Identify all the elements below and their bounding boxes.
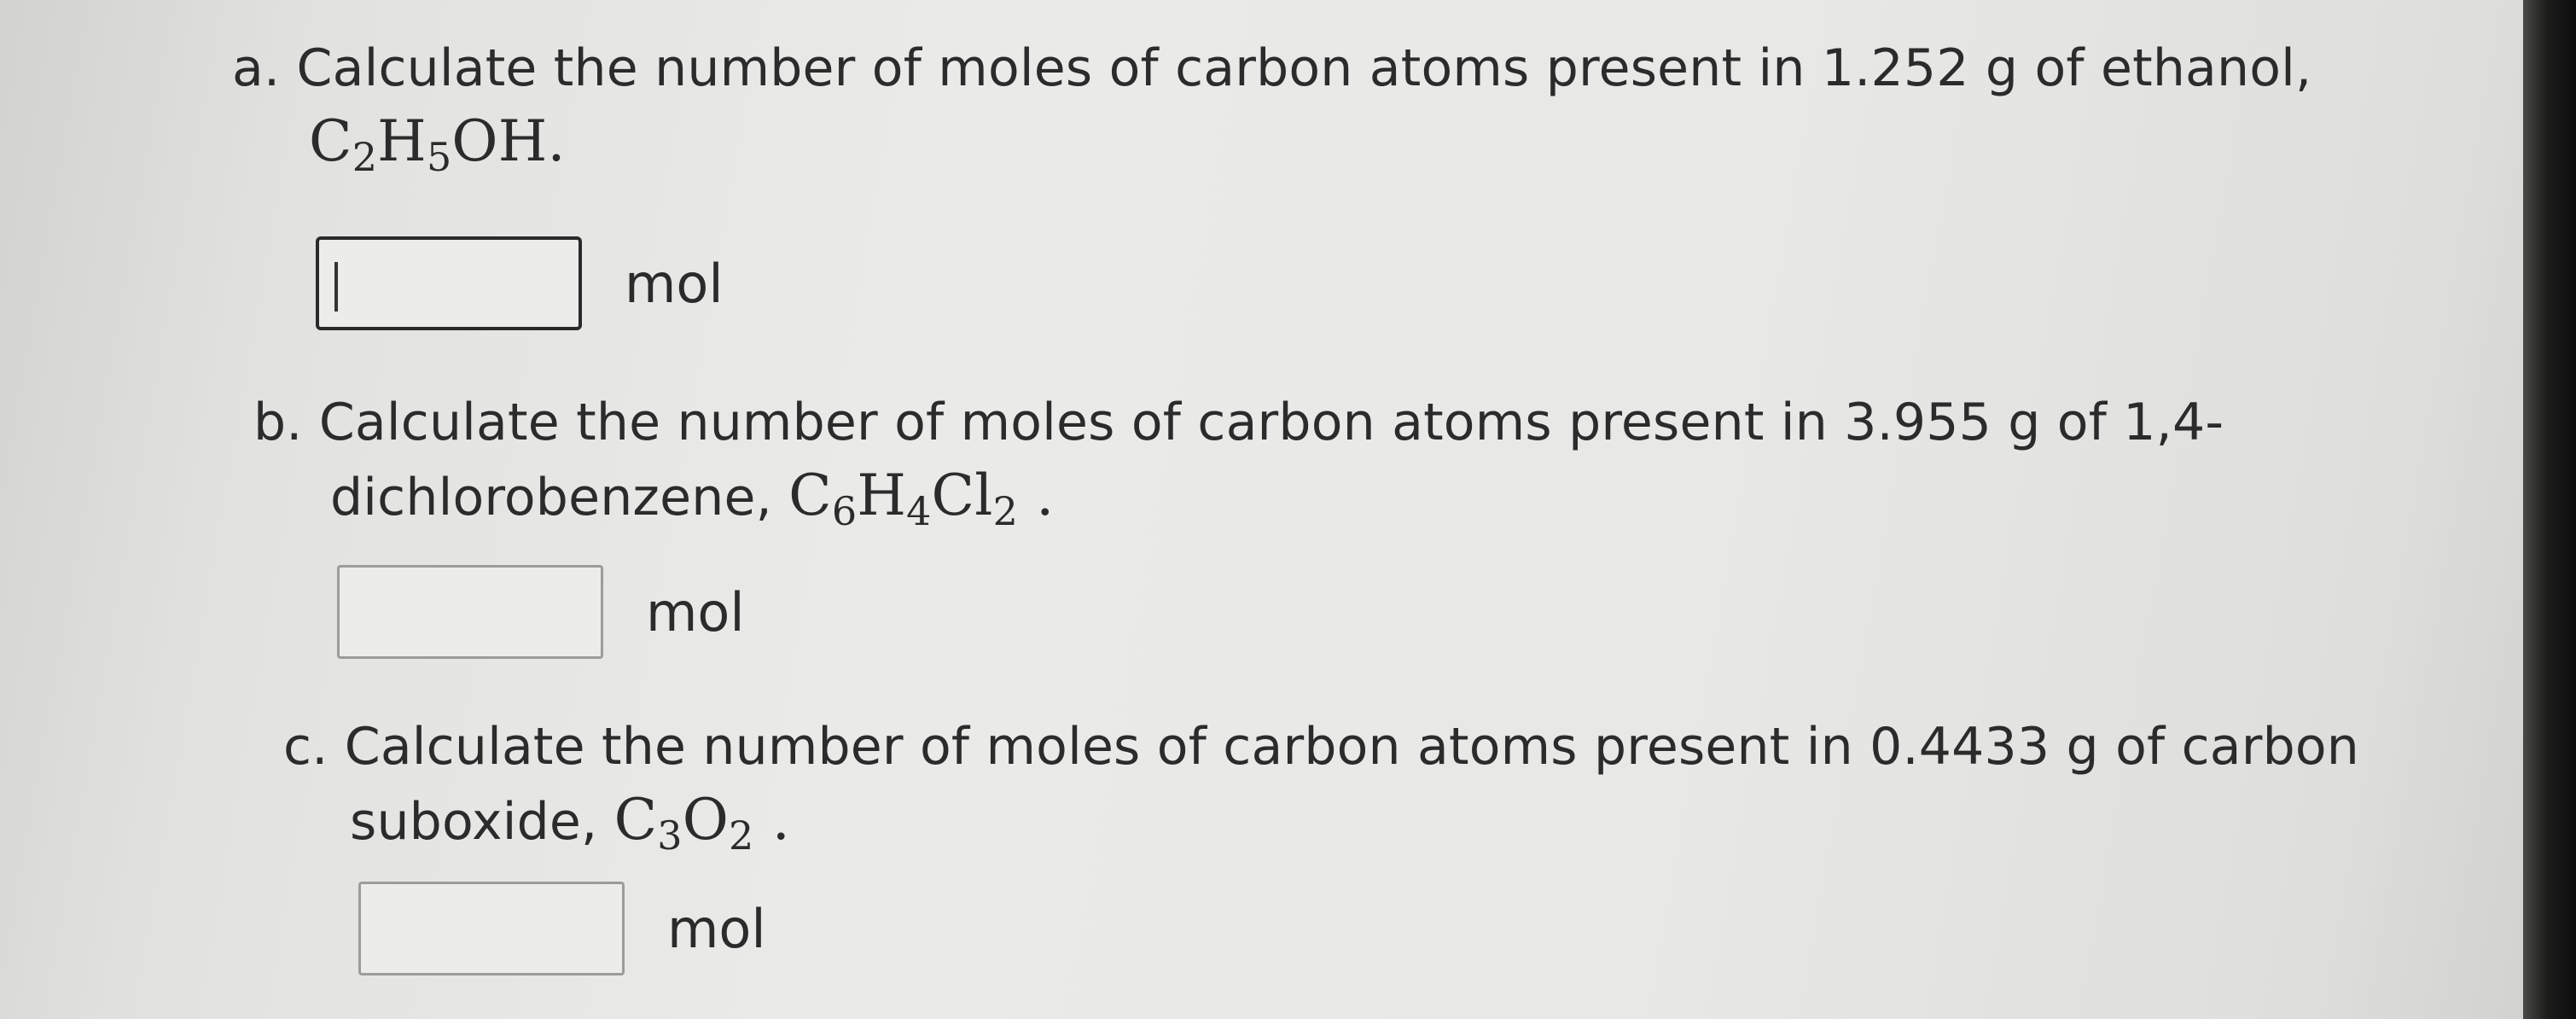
question-c-formula: $C_3O_2$ . bbox=[613, 787, 790, 859]
question-a bbox=[232, 32, 2311, 180]
unit-label-c: mol bbox=[667, 897, 766, 960]
answer-input-c[interactable] bbox=[358, 882, 625, 975]
answer-row-a bbox=[316, 236, 724, 330]
monitor-bezel bbox=[2523, 0, 2576, 1019]
answer-row-c bbox=[358, 882, 766, 975]
question-b-formula-line bbox=[253, 459, 2224, 534]
text-caret bbox=[334, 262, 338, 312]
question-b-formula: $C_6H_4Cl_2$ . bbox=[788, 463, 1055, 534]
question-c-text-cont: suboxide, bbox=[350, 792, 614, 852]
question-a-formula: $C_2H_5OH$. bbox=[309, 108, 566, 180]
answer-input-a[interactable] bbox=[316, 236, 582, 330]
question-b-text: b. Calculate the number of moles of carbon atoms present in 3.955 g of 1,4- bbox=[253, 393, 2224, 452]
answer-input-b[interactable] bbox=[337, 565, 603, 659]
question-c-formula-line bbox=[283, 783, 2359, 859]
answer-row-b bbox=[337, 565, 745, 659]
question-c-text: c. Calculate the number of moles of carbon atoms present in 0.4433 g of carbon bbox=[283, 717, 2360, 777]
question-a-text: a. Calculate the number of moles of carbon atoms present in 1.252 g of ethanol, bbox=[232, 38, 2312, 98]
question-c bbox=[283, 710, 2359, 859]
unit-label-a: mol bbox=[625, 252, 724, 315]
unit-label-b: mol bbox=[646, 580, 745, 643]
question-a-formula-line bbox=[232, 105, 2311, 180]
question-b-text-cont: dichlorobenzene, bbox=[330, 468, 789, 527]
question-b bbox=[253, 386, 2224, 534]
